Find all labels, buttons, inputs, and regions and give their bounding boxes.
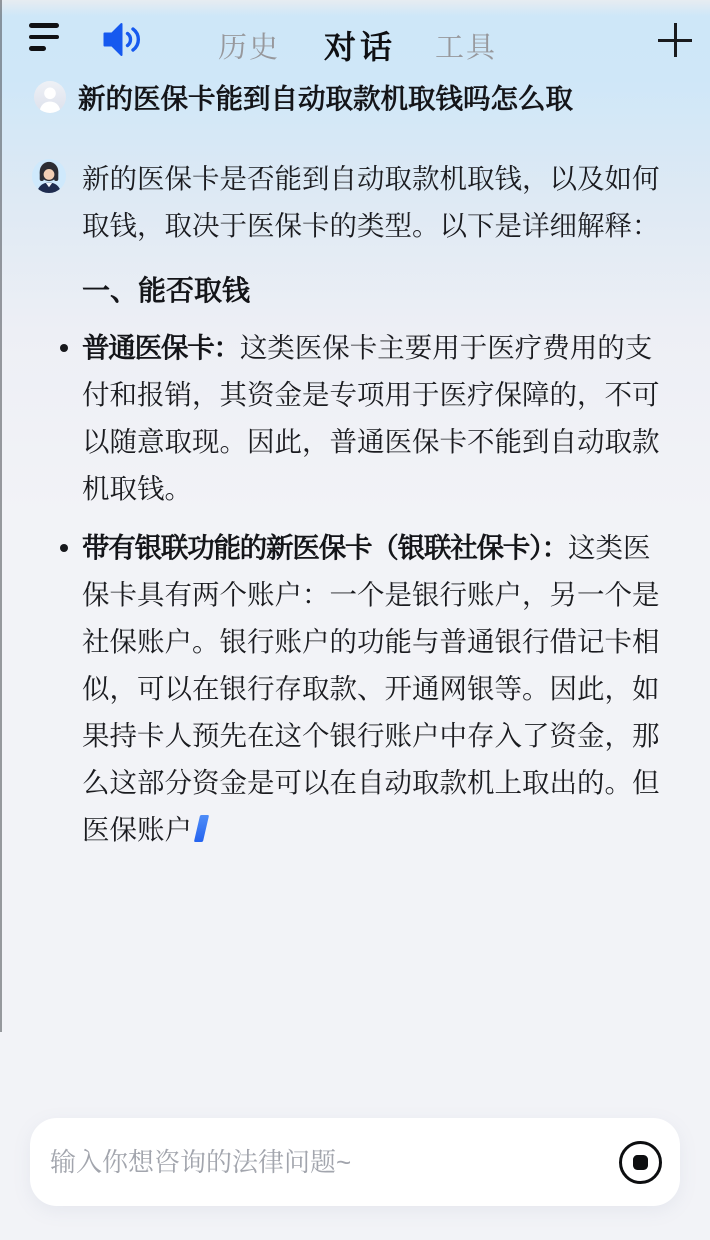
user-message bbox=[0, 81, 710, 115]
bullet-list bbox=[82, 324, 664, 853]
user-avatar bbox=[34, 81, 66, 113]
input-bar bbox=[30, 1118, 680, 1206]
assistant-avatar-illustration bbox=[32, 159, 66, 193]
tab-chat[interactable]: 对话 bbox=[324, 29, 397, 65]
list-item bbox=[82, 324, 664, 512]
typing-cursor bbox=[194, 815, 209, 842]
bullet-lead: 普通医保卡： bbox=[82, 332, 240, 363]
tab-history[interactable]: 历史 bbox=[218, 32, 281, 64]
section-heading: 一、能否取钱 bbox=[82, 275, 251, 306]
person-silhouette-icon bbox=[34, 81, 66, 113]
question-input[interactable] bbox=[30, 1118, 619, 1206]
stop-icon bbox=[633, 1155, 648, 1170]
user-message-text: 新的医保卡能到自动取款机取钱吗怎么取 bbox=[78, 83, 573, 114]
assistant-avatar bbox=[32, 159, 66, 193]
assistant-message-content bbox=[82, 155, 664, 853]
assistant-message bbox=[0, 159, 710, 853]
bullet-text: 这类医保卡主要用于医疗费用的支付和报销，其资金是专项用于医疗保障的，不可以随意取现。因此，普通医保卡不能到自动取款机取钱。 bbox=[82, 332, 660, 504]
stop-generation-button[interactable] bbox=[619, 1141, 662, 1184]
bullet-lead: 带有银联功能的新医保卡（银联社保卡）： bbox=[82, 532, 568, 563]
tab-tools[interactable]: 工具 bbox=[435, 32, 498, 64]
bullet-text: 这类医保卡具有两个账户：一个是银行账户，另一个是社保账户。银行账户的功能与普通银行借记卡相似，可以在银行存取款、开通网银等。因此，如果持卡人预先在这个银行账户中存入了资金，那么这部分资金是可以在自动取款机上取出的。但医保账户 bbox=[82, 532, 660, 845]
intro-paragraph: 新的医保卡是否能到自动取款机取钱，以及如何取钱，取决于医保卡的类型。以下是详细解释： bbox=[82, 163, 660, 241]
list-item bbox=[82, 524, 664, 853]
